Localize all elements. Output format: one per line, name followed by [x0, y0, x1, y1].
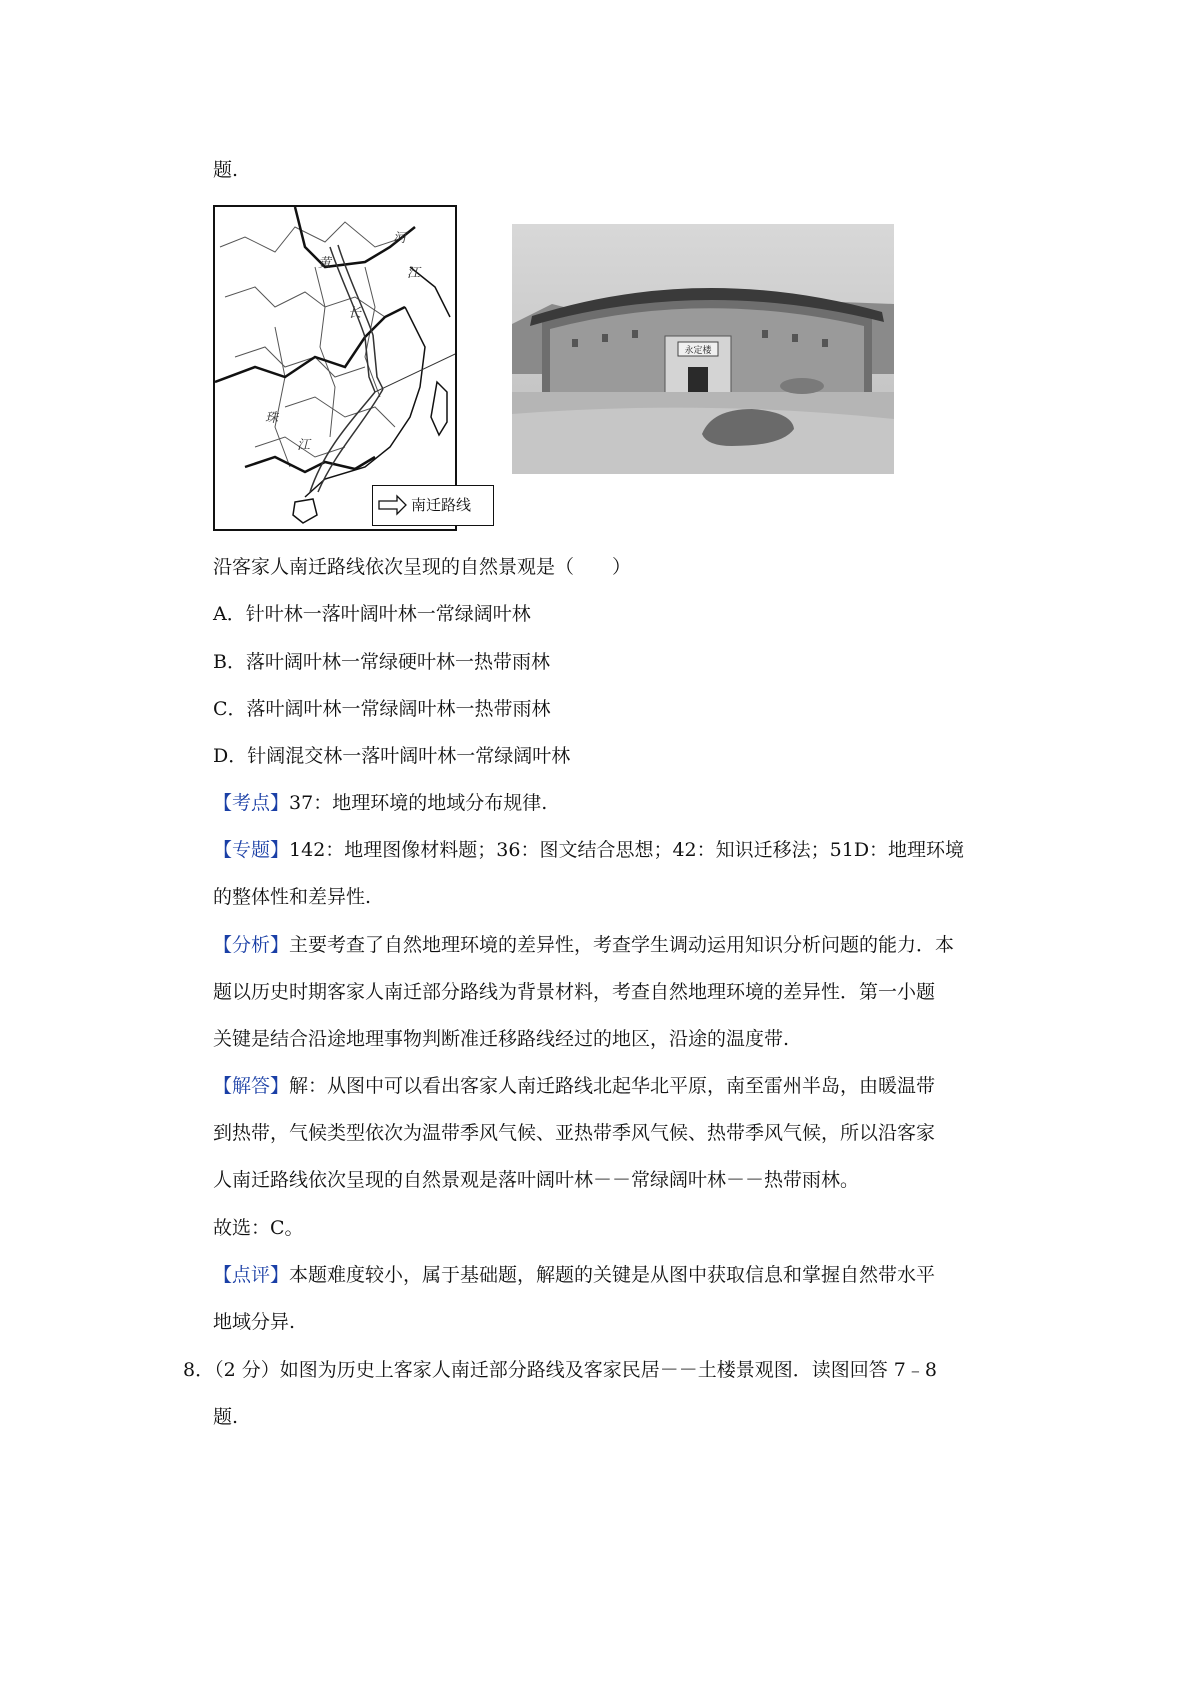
- migration-map: [213, 205, 457, 531]
- map-label-chang: 长: [348, 306, 362, 321]
- map-drawing: [215, 207, 455, 529]
- jieda-text-1: 解：从图中可以看出客家人南迁路线北起华北平原，南至雷州半岛，由暖温带: [289, 1075, 936, 1097]
- dianping-text-1: 本题难度较小，属于基础题，解题的关键是从图中获取信息和掌握自然带水平: [289, 1264, 936, 1286]
- tulou-photo: [512, 224, 894, 474]
- kaodian-tag: 【考点】: [213, 792, 290, 814]
- map-label-he: 河: [393, 231, 407, 246]
- option-b: B．落叶阔叶林一常绿硬叶林一热带雨林: [213, 651, 550, 673]
- zhuanti-2: 的整体性和差异性.: [213, 886, 372, 908]
- question-8-line-1: 8．（2 分）如图为历史上客家人南迁部分路线及客家民居－－土楼景观图．读图回答 7﹣8: [183, 1359, 937, 1381]
- fenxi-1: [213, 931, 954, 959]
- fenxi-3: 关键是结合沿途地理事物判断准迁移路线经过的地区，沿途的温度带.: [213, 1028, 790, 1050]
- arrow-icon: [375, 486, 409, 525]
- kaodian: [213, 789, 547, 817]
- fenxi-text-1: 主要考查了自然地理环境的差异性，考查学生调动运用知识分析问题的能力．本: [289, 934, 955, 956]
- option-a: A．针叶林一落叶阔叶林一常绿阔叶林: [213, 603, 531, 625]
- dianping-2: 地域分异.: [213, 1311, 296, 1333]
- answer-choice: 故选：C。: [213, 1217, 304, 1239]
- dianping-1: [213, 1261, 935, 1289]
- zhuanti-text-1: 142：地理图像材料题；36：图文结合思想；42：知识迁移法；51D：地理环境: [289, 839, 965, 861]
- map-label-jiang: 江: [407, 266, 421, 281]
- option-c: C．落叶阔叶林一常绿阔叶林一热带雨林: [213, 698, 551, 720]
- map-legend: [372, 485, 494, 526]
- option-d: D．针阔混交林一落叶阔叶林一常绿阔叶林: [213, 745, 571, 767]
- fenxi-2: 题以历史时期客家人南迁部分路线为背景材料，考查自然地理环境的差异性．第一小题: [213, 981, 936, 1003]
- jieda-1: [213, 1072, 935, 1100]
- jieda-2: 到热带，气候类型依次为温带季风气候、亚热带季风气候、热带季风气候，所以沿客家: [213, 1122, 936, 1144]
- question-8-line-2: 题.: [213, 1406, 239, 1428]
- map-label-huang: 黄: [318, 256, 332, 271]
- jieda-tag: 【解答】: [213, 1075, 290, 1097]
- tulou-drawing: [512, 224, 894, 474]
- zhuanti-tag: 【专题】: [213, 839, 290, 861]
- map-label-jiang2: 江: [297, 438, 311, 453]
- dianping-tag: 【点评】: [213, 1264, 290, 1286]
- question-tail: 题.: [213, 159, 239, 181]
- tulou-sign: 永定楼: [684, 346, 712, 356]
- zhuanti-1: [213, 836, 964, 864]
- fenxi-tag: 【分析】: [213, 934, 290, 956]
- question-text: 沿客家人南迁路线依次呈现的自然景观是（ ）: [213, 556, 632, 578]
- jieda-3: 人南迁路线依次呈现的自然景观是落叶阔叶林－－常绿阔叶林－－热带雨林。: [213, 1169, 860, 1191]
- kaodian-text: 37：地理环境的地域分布规律.: [289, 792, 548, 814]
- map-label-zhu: 珠: [265, 411, 279, 426]
- legend-label: 南迁路线: [411, 496, 472, 514]
